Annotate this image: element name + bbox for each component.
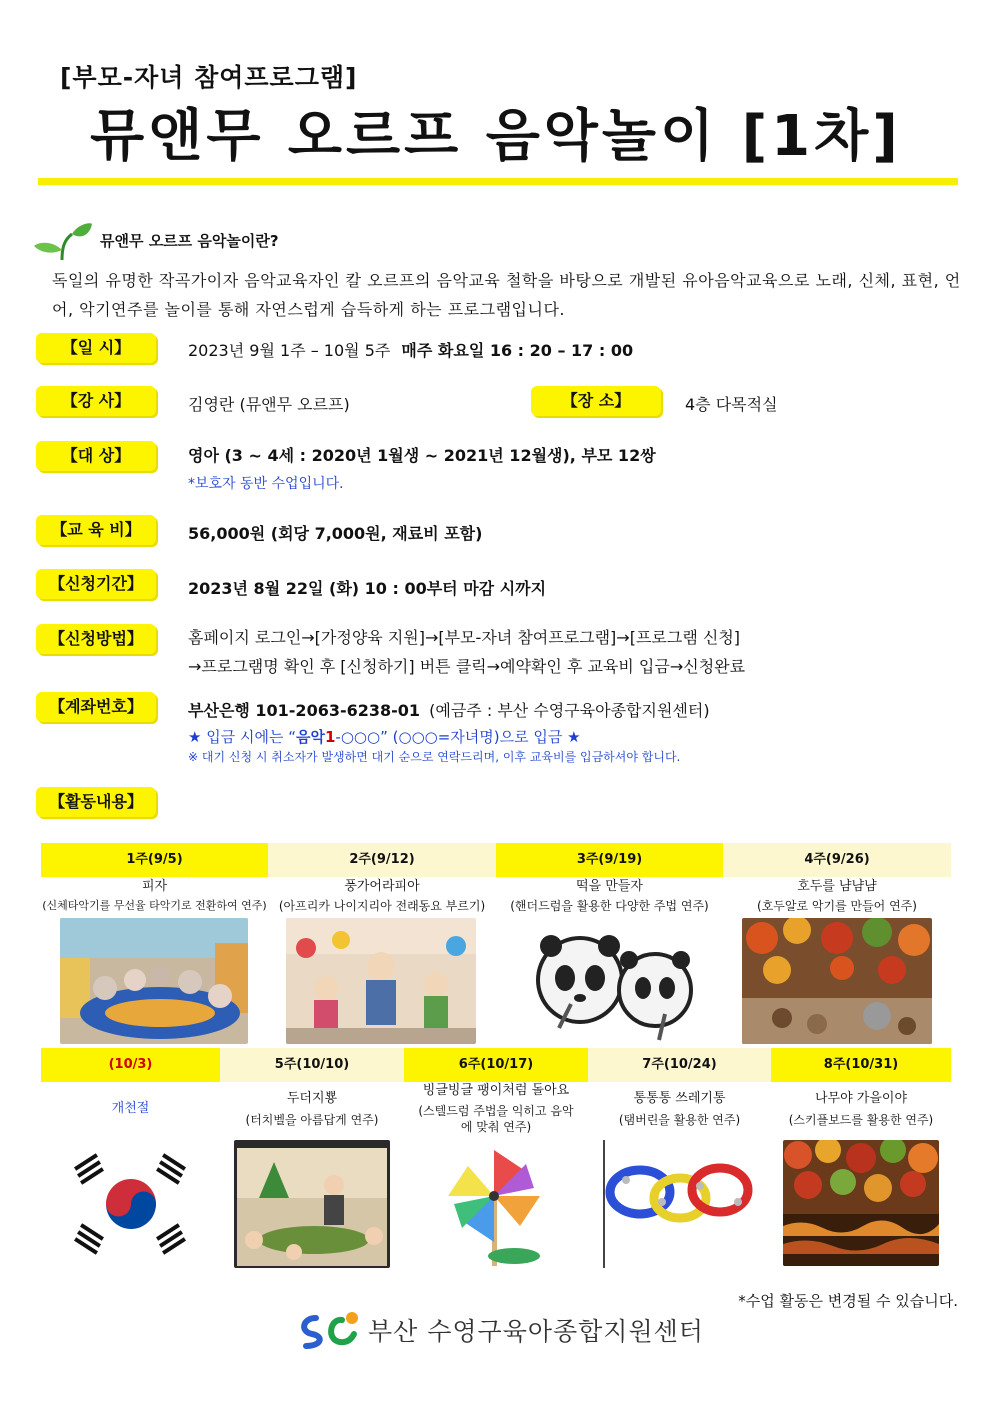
week-4-header: 4주(9/26): [723, 843, 951, 877]
target-value: 영아 (3 ~ 4세 : 2020년 1월생 ~ 2021년 12월생), 부모 12쌍: [188, 446, 656, 465]
week-2-photo: [286, 918, 476, 1044]
sprout-icon: [32, 220, 94, 262]
week-6-title: 빙글빙글 팽이처럼 돌아요: [422, 1083, 570, 1098]
week-4-photo: [742, 918, 932, 1044]
week-5-header: 5주(10/10): [220, 1048, 404, 1082]
account-label: 【계좌번호】: [36, 692, 156, 722]
holiday-title: 개천절: [111, 1101, 150, 1116]
fee-label: 【교 육 비】: [36, 515, 156, 545]
page-title: 뮤앤무 오르프 음악놀이 [1차]: [90, 104, 902, 169]
week-2-header: 2주(9/12): [268, 843, 496, 877]
deposit-number: 1: [324, 728, 336, 746]
activity-label: 【활동내용】: [36, 787, 156, 817]
week-8-photo: [783, 1140, 939, 1266]
korean-flag-image: [53, 1142, 208, 1266]
period-label: 【신청기간】: [36, 569, 156, 599]
center-name: 부산 수영구육아종합지원센터: [368, 1317, 704, 1346]
week-8-desc: (스키플보드를 활용한 연주): [788, 1113, 934, 1127]
method-line-2: →프로그램명 확인 후 [신청하기] 버튼 클릭→예약확인 후 교육비 입금→신청완료: [188, 657, 746, 676]
deposit-instruction: [188, 726, 581, 747]
place-label: 【장 소】: [531, 386, 661, 416]
account-value: [188, 698, 710, 721]
week-2-title: 풍가어라피아: [344, 879, 420, 894]
week-1-title: 피자: [141, 879, 168, 894]
title-underline: [38, 178, 958, 185]
week-7-header: 7주(10/24): [588, 1048, 771, 1082]
teacher-label: 【강 사】: [36, 386, 156, 416]
week-3-photo: [515, 918, 705, 1044]
date-range: 2023년 9월 1주 – 10월 5주: [188, 341, 391, 360]
date-label: 【일 시】: [36, 333, 156, 363]
deposit-suffix: -○○○” (○○○=자녀명)으로 입금 ★: [335, 728, 581, 746]
target-note: *보호자 동반 수업입니다.: [188, 476, 344, 492]
date-time: 매주 화요일 16 : 20 – 17 : 00: [401, 341, 634, 360]
week-5-photo: [234, 1140, 390, 1268]
pinwheel-photo: [414, 1140, 574, 1266]
method-label: 【신청방법】: [36, 624, 156, 654]
center-logo-icon: [296, 1310, 362, 1350]
deposit-code: 음악: [295, 728, 325, 746]
program-category: [부모-자녀 참여프로그램]: [60, 63, 358, 92]
week-6-header: 6주(10/17): [404, 1048, 588, 1082]
week-1-photo: [60, 918, 248, 1044]
week-3-title: 떡을 만들자: [576, 879, 643, 894]
week-7-photo: [602, 1140, 756, 1268]
week-2-desc: (아프리카 나이지리아 전래동요 부르기): [278, 899, 486, 913]
waitlist-note: ※ 대기 신청 시 취소자가 발생하면 대기 순으로 연락드리며, 이후 교육비를 입금하셔야 합니다.: [188, 750, 681, 764]
period-value: 2023년 8월 22일 (화) 10 : 00부터 마감 시까지: [188, 579, 547, 598]
week-3-header: 3주(9/19): [496, 843, 723, 877]
week-7-desc: (탬버린을 활용한 연주): [618, 1113, 741, 1127]
week-1-header: 1주(9/5): [41, 843, 268, 877]
account-holder: (예금주 : 부산 수영구육아종합지원센터): [429, 701, 710, 720]
method-line-1: 홈페이지 로그인→[가정양육 지원]→[부모-자녀 참여프로그램]→[프로그램 신청]: [188, 628, 741, 647]
week-5-title: 두더지뿅: [286, 1091, 338, 1106]
account-number: 부산은행 101-2063-6238-01: [188, 701, 421, 720]
week-8-title: 나무야 가을이야: [814, 1091, 908, 1106]
date-value: [188, 338, 633, 361]
week-6-desc: (스텔드럼 주법을 익히고 음악에 맞춰 연주): [418, 1104, 574, 1134]
place-value: 4층 다목적실: [685, 395, 778, 414]
week-8-header: 8주(10/31): [771, 1048, 951, 1082]
deposit-prefix: ★ 입금 시에는 “: [188, 728, 296, 746]
week-4-desc: (호두알로 악기를 만들어 연주): [757, 899, 917, 913]
intro-heading: 뮤앤무 오르프 음악놀이란?: [100, 232, 279, 250]
fee-value: 56,000원 (회당 7,000원, 재료비 포함): [188, 524, 483, 543]
week-5-desc: (터치벨을 아름답게 연주): [245, 1113, 379, 1127]
week-1-desc: (신체타악기를 무선율 타악기로 전환하여 연주): [42, 899, 267, 912]
week-4-title: 호두를 냠냠냠: [797, 879, 877, 894]
target-label: 【대 상】: [36, 441, 156, 471]
week-3-desc: (핸더드럼을 활용한 다양한 주법 연주): [510, 899, 709, 913]
teacher-value: 김영란 (뮤앤무 오르프): [188, 395, 350, 414]
schedule-change-note: *수업 활동은 변경될 수 있습니다.: [738, 1292, 958, 1310]
week-7-title: 통통통 쓰레기통: [633, 1091, 726, 1106]
intro-body: 독일의 유명한 작곡가이자 음악교육자인 칼 오르프의 음악교육 철학을 바탕으로 개발된 유아음악교육으로 노래, 신체, 표현, 언어, 악기연주를 놀이를 통해 자연스럽게 습득하게 하는 프로그램입니다.: [52, 271, 961, 319]
holiday-header: (10/3): [41, 1048, 220, 1082]
